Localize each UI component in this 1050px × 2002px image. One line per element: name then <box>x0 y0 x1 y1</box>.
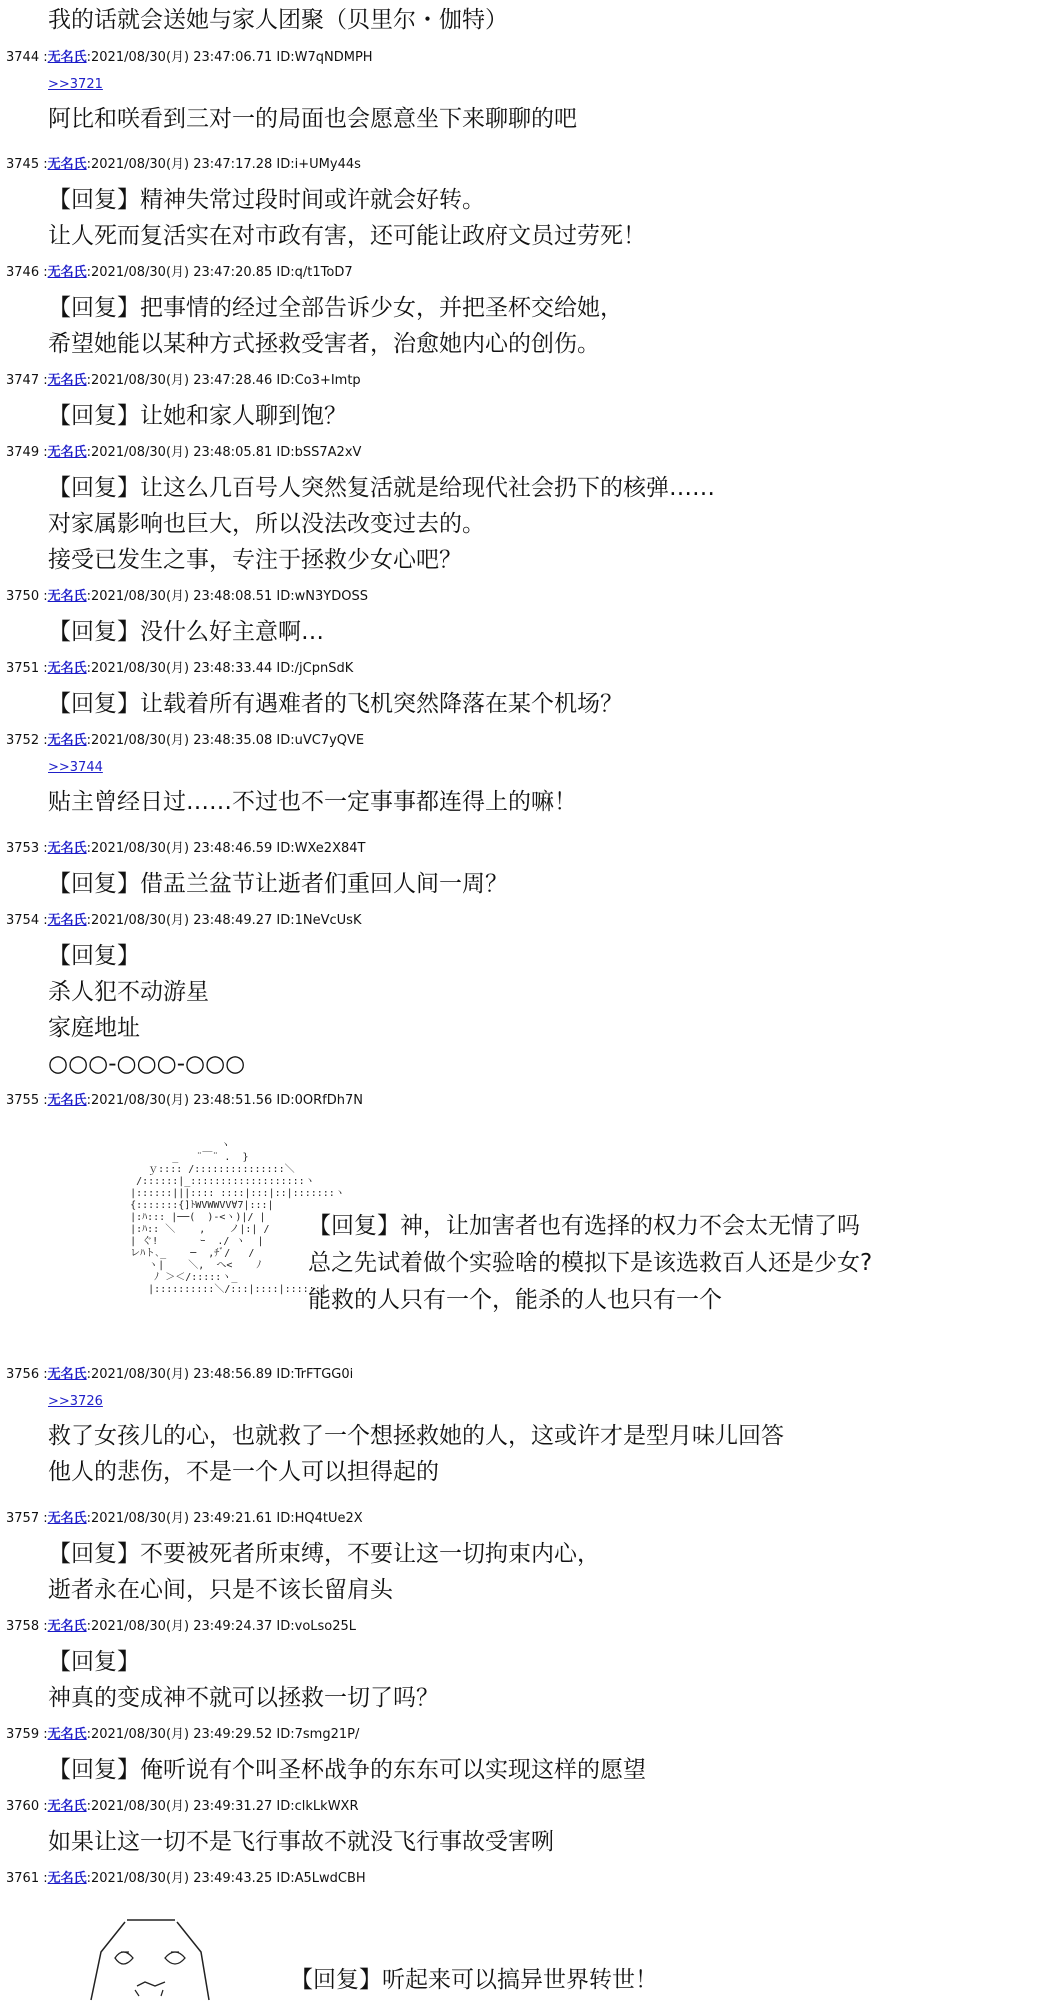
post-header: 3746 :无名氏:2021/08/30(月) 23:47:20.85 ID:q/t1ToD7 <box>6 265 353 280</box>
post-3749 <box>0 442 1050 578</box>
poster-name-link[interactable]: 无名氏 <box>47 841 87 856</box>
post-body <box>0 75 1050 137</box>
post-3747 <box>0 370 1050 434</box>
post-meta: 2021/08/30(月) 23:49:31.27 ID:clkLkWXR <box>91 1799 359 1814</box>
post-text-line: 【回复】借盂兰盆节让逝者们重回人间一周？ <box>48 871 508 897</box>
poster-name-link[interactable]: 无名氏 <box>47 1799 87 1814</box>
post-3754 <box>0 910 1050 1082</box>
poster-name-link[interactable]: 无名氏 <box>47 373 87 388</box>
post-text-line: 家庭地址 <box>48 1015 140 1041</box>
post-meta: 2021/08/30(月) 23:48:08.51 ID:wN3YDOSS <box>91 589 368 604</box>
post-text-line: 【回复】把事情的经过全部告诉少女，并把圣杯交给她， <box>48 295 623 321</box>
post-header: 3744 :无名氏:2021/08/30(月) 23:47:06.71 ID:W7qNDMPH <box>6 50 373 65</box>
poster-name-link[interactable]: 无名氏 <box>47 445 87 460</box>
post-text-line: 阿比和咲看到三对一的局面也会愿意坐下来聊聊的吧 <box>48 106 577 132</box>
poster-name-link[interactable]: 无名氏 <box>47 913 87 928</box>
post-text-line: 【回复】俺听说有个叫圣杯战争的东东可以实现这样的愿望 <box>48 1757 646 1783</box>
post-number: 3756 <box>6 1367 40 1382</box>
post-meta: 2021/08/30(月) 23:49:21.61 ID:HQ4tUe2X <box>91 1511 363 1526</box>
post-body <box>0 758 1050 820</box>
post-body <box>0 182 1050 254</box>
post-number: 3752 <box>6 733 40 748</box>
post-number: 3746 <box>6 265 40 280</box>
post-number: 3754 <box>6 913 40 928</box>
post-number: 3747 <box>6 373 40 388</box>
post-3745 <box>0 154 1050 254</box>
post-body <box>0 1824 1050 1860</box>
post-meta: 2021/08/30(月) 23:48:46.59 ID:WXe2X84T <box>91 841 366 856</box>
post-number: 3759 <box>6 1727 40 1742</box>
poster-name-link[interactable]: 无名氏 <box>47 661 87 676</box>
post-header: 3754 :无名氏:2021/08/30(月) 23:48:49.27 ID:1NeVcUsK <box>6 913 362 928</box>
post-header: 3756 :无名氏:2021/08/30(月) 23:48:56.89 ID:TrFTGG0i <box>6 1367 354 1382</box>
post-number: 3760 <box>6 1799 40 1814</box>
post-body <box>0 1644 1050 1716</box>
post-header: 3761 :无名氏:2021/08/30(月) 23:49:43.25 ID:A5LwdCBH <box>6 1871 366 1886</box>
post-3744 <box>0 47 1050 137</box>
post-3752 <box>0 730 1050 820</box>
post-body <box>0 1536 1050 1608</box>
post-meta: 2021/08/30(月) 23:48:51.56 ID:0ORfDh7N <box>91 1093 363 1108</box>
post-text-line: 【回复】神，让加害者也有选择的权力不会太无情了吗 <box>308 1213 860 1239</box>
post-3750 <box>0 586 1050 650</box>
post-text-line: 【回复】让她和家人聊到饱？ <box>48 403 347 429</box>
post-meta: 2021/08/30(月) 23:48:56.89 ID:TrFTGG0i <box>91 1367 354 1382</box>
post-text-line: 神真的变成神不就可以拯救一切了吗？ <box>48 1685 439 1711</box>
post-text-line: 让人死而复活实在对市政有害，还可能让政府文员过劳死！ <box>48 223 646 249</box>
post-number: 3745 <box>6 157 40 172</box>
post-number: 3753 <box>6 841 40 856</box>
post-text-line: 【回复】 <box>48 943 140 969</box>
post-body <box>0 470 1050 578</box>
post-text-line: 【回复】让这么几百号人突然复活就是给现代社会扔下的核弹…… <box>48 475 715 501</box>
post-3757 <box>0 1508 1050 1608</box>
post-header: 3758 :无名氏:2021/08/30(月) 23:49:24.37 ID:voLso25L <box>6 1619 357 1634</box>
post-text-line: 【回复】让载着所有遇难者的飞机突然降落在某个机场？ <box>48 691 623 717</box>
post-text-line: 希望她能以某种方式拯救受害者，治愈她内心的创伤。 <box>48 331 600 357</box>
post-header: 3751 :无名氏:2021/08/30(月) 23:48:33.44 ID:/jCpnSdK <box>6 661 354 676</box>
post-meta: 2021/08/30(月) 23:48:35.08 ID:uVC7yQVE <box>91 733 365 748</box>
post-header: 3745 :无名氏:2021/08/30(月) 23:47:17.28 ID:i+UMy44s <box>6 157 361 172</box>
post-meta: 2021/08/30(月) 23:49:29.52 ID:7smg21P/ <box>91 1727 360 1742</box>
post-meta: 2021/08/30(月) 23:49:24.37 ID:voLso25L <box>91 1619 357 1634</box>
post-3755 <box>0 1090 1050 1340</box>
post-text-line: 我的话就会送她与家人团聚（贝里尔・伽特） <box>48 7 508 33</box>
post-number: 3751 <box>6 661 40 676</box>
post-3746 <box>0 262 1050 362</box>
ascii-art-caption <box>290 1962 658 1999</box>
post-text-line: 如果让这一切不是飞行事故不就没飞行事故受害咧 <box>48 1829 554 1855</box>
post-meta: 2021/08/30(月) 23:47:06.71 ID:W7qNDMPH <box>91 50 373 65</box>
post-3758 <box>0 1616 1050 1716</box>
post-text-line: 对家属影响也巨大，所以没法改变过去的。 <box>48 511 485 537</box>
post-text-line: 贴主曾经日过……不过也不一定事事都连得上的嘛！ <box>48 789 577 815</box>
reply-link[interactable]: >>3726 <box>48 1394 103 1409</box>
post-text-line: ○○○-○○○-○○○ <box>48 1051 246 1077</box>
post-body <box>0 614 1050 650</box>
post-text-line: 总之先试着做个实验啥的模拟下是该选救百人还是少女? <box>308 1250 873 1276</box>
post-3759 <box>0 1724 1050 1788</box>
post-text-line: 【回复】没什么好主意啊… <box>48 619 324 645</box>
post-text-line: 救了女孩儿的心，也就救了一个想拯救她的人，这或许才是型月味儿回答 <box>48 1423 784 1449</box>
post-body <box>0 1752 1050 1788</box>
post-number: 3758 <box>6 1619 40 1634</box>
reply-link[interactable]: >>3744 <box>48 760 103 775</box>
post-meta: 2021/08/30(月) 23:49:43.25 ID:A5LwdCBH <box>91 1871 366 1886</box>
post-body <box>0 398 1050 434</box>
post-text-line: 【回复】不要被死者所束缚，不要让这一切拘束内心， <box>48 1541 600 1567</box>
post-body <box>0 290 1050 362</box>
post-header: 3747 :无名氏:2021/08/30(月) 23:47:28.46 ID:Co3+Imtp <box>6 373 361 388</box>
post-header: 3752 :无名氏:2021/08/30(月) 23:48:35.08 ID:uVC7yQVE <box>6 733 365 748</box>
post-meta: 2021/08/30(月) 23:47:17.28 ID:i+UMy44s <box>91 157 361 172</box>
post-number: 3744 <box>6 50 40 65</box>
post-meta: 2021/08/30(月) 23:47:20.85 ID:q/t1ToD7 <box>91 265 353 280</box>
post-header: 3757 :无名氏:2021/08/30(月) 23:49:21.61 ID:HQ4tUe2X <box>6 1511 363 1526</box>
post-text-line: 【回复】精神失常过段时间或许就会好转。 <box>48 187 485 213</box>
post-header: 3759 :无名氏:2021/08/30(月) 23:49:29.52 ID:7smg21P/ <box>6 1727 360 1742</box>
post-meta: 2021/08/30(月) 23:47:28.46 ID:Co3+Imtp <box>91 373 361 388</box>
post-meta: 2021/08/30(月) 23:48:49.27 ID:1NeVcUsK <box>91 913 362 928</box>
post-text-line: 【回复】听起来可以搞异世界转世！ <box>290 1967 658 1993</box>
poster-name-link[interactable]: 无名氏 <box>47 265 87 280</box>
poster-name-link[interactable]: 无名氏 <box>47 1093 87 1108</box>
post-3760 <box>0 1796 1050 1860</box>
post-text-line: 他人的悲伤，不是一个人可以担得起的 <box>48 1459 439 1485</box>
post-body <box>0 866 1050 902</box>
post-header: 3753 :无名氏:2021/08/30(月) 23:48:46.59 ID:WXe2X84T <box>6 841 366 856</box>
post-header: 3749 :无名氏:2021/08/30(月) 23:48:05.81 ID:bSS7A2xV <box>6 445 362 460</box>
poster-name-link[interactable]: 无名氏 <box>47 1871 87 1886</box>
post-3751 <box>0 658 1050 722</box>
post-3761 <box>0 1868 1050 2000</box>
post-text-line: 能救的人只有一个，能杀的人也只有一个 <box>308 1287 722 1313</box>
post-text-line: 逝者永在心间，只是不该长留肩头 <box>48 1577 393 1603</box>
poster-name-link[interactable]: 无名氏 <box>47 1511 87 1526</box>
post-meta: 2021/08/30(月) 23:48:05.81 ID:bSS7A2xV <box>91 445 362 460</box>
poster-name-link[interactable]: 无名氏 <box>47 1619 87 1634</box>
poster-name-link[interactable]: 无名氏 <box>47 1367 87 1382</box>
ascii-art-face <box>75 1912 225 2002</box>
post-body <box>0 1392 1050 1490</box>
post-number: 3757 <box>6 1511 40 1526</box>
post-meta: 2021/08/30(月) 23:48:33.44 ID:/jCpnSdK <box>91 661 354 676</box>
post-body <box>0 686 1050 722</box>
post-header: 3760 :无名氏:2021/08/30(月) 23:49:31.27 ID:clkLkWXR <box>6 1799 359 1814</box>
post-header: 3755 :无名氏:2021/08/30(月) 23:48:51.56 ID:0ORfDh7N <box>6 1093 363 1108</box>
reply-link[interactable]: >>3721 <box>48 77 103 92</box>
post-text-line: 杀人犯不动游星 <box>48 979 209 1005</box>
ascii-art-character: ヽ _ ¨￣¨ . } ｙ:::: /:::::::::::::::＼ /::::::|_:::::::::::::::::::ヽ |::::::|||:::: ::::|:::|::|:::::::ヽ {:::::::{]ﾄWVWWVV∀7|:::| |:ﾊ::: |──( )-<ヽ)|/ | |:ﾊ:: ＼ , ノ|:| / | ぐ! ｰ ./ ヽ | レﾊト､_ ─ ,ﾁﾞ/ / ヽ| ＼, へ< ﾉ ﾉ ＞＜/:::::ヽ_ |::::::::::＼/:::|::::|::::::| <box>130 1140 345 1295</box>
post-text-line: 【回复】 <box>48 1649 140 1675</box>
post-number: 3755 <box>6 1093 40 1108</box>
post-number: 3750 <box>6 589 40 604</box>
poster-name-link[interactable]: 无名氏 <box>47 589 87 604</box>
post-number: 3749 <box>6 445 40 460</box>
poster-name-link[interactable]: 无名氏 <box>47 1727 87 1742</box>
post-3753 <box>0 838 1050 902</box>
post-text-line: 接受已发生之事，专注于拯救少女心吧？ <box>48 547 462 573</box>
poster-name-link[interactable]: 无名氏 <box>47 157 87 172</box>
post-number: 3761 <box>6 1871 40 1886</box>
post-3756 <box>0 1364 1050 1490</box>
post-body <box>0 938 1050 1082</box>
ascii-art-caption <box>308 1208 872 1319</box>
post-header: 3750 :无名氏:2021/08/30(月) 23:48:08.51 ID:wN3YDOSS <box>6 589 368 604</box>
poster-name-link[interactable]: 无名氏 <box>47 733 87 748</box>
poster-name-link[interactable]: 无名氏 <box>47 50 87 65</box>
